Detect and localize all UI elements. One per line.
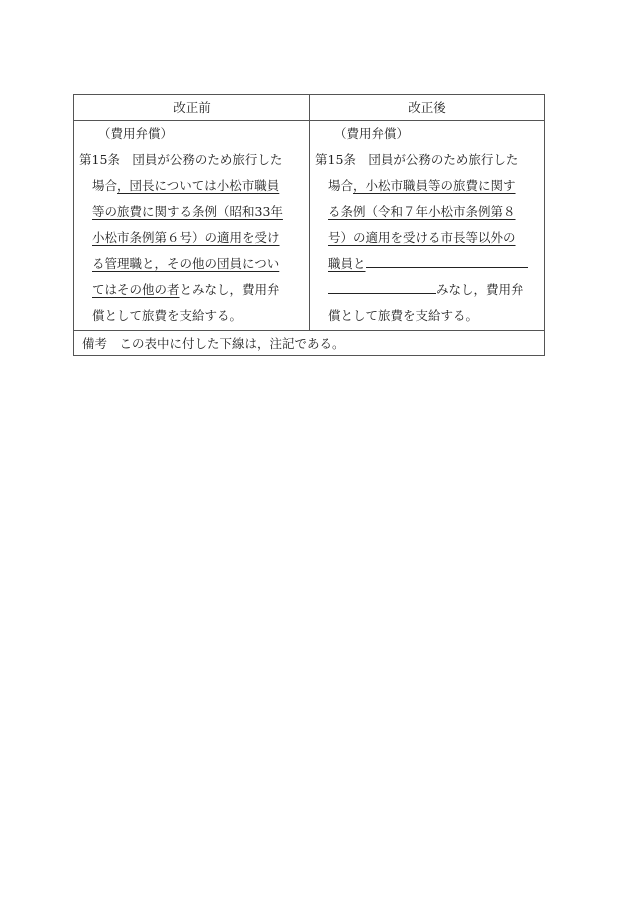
before-line-6-underlined: てはその他の者	[92, 282, 180, 297]
after-line-3: る条例（令和７年小松市条例第８	[328, 204, 516, 219]
after-line-5-underlined: 職員と	[328, 256, 366, 271]
before-line-2-plain: 場合	[92, 178, 118, 193]
note-row	[74, 330, 544, 355]
before-line-7: 償として旅費を支給する。	[92, 308, 243, 323]
before-line-2-underlined: ，団長については小松市職員	[117, 178, 280, 193]
header-after: 改正後	[408, 100, 446, 115]
before-line-5: る管理職と，その他の団員につい	[92, 256, 280, 271]
after-line-6-blank-underline	[328, 278, 436, 294]
before-line-6-plain: とみなし，費用弁	[179, 282, 280, 297]
after-line-2-underlined: ，小松市職員等の旅費に関す	[353, 178, 516, 193]
after-line-2-plain: 場合	[328, 178, 354, 193]
before-line-1: 第15条 団員が公務のため旅行した	[79, 152, 283, 167]
before-caption: （費用弁償）	[98, 126, 174, 141]
before-line-4: 小松市条例第６号）の適用を受け	[92, 230, 280, 245]
before-line-3: 等の旅費に関する条例（昭和33年	[92, 204, 283, 219]
after-line-5	[328, 251, 528, 277]
after-line-6	[328, 277, 524, 303]
after-line-7: 償として旅費を支給する。	[328, 308, 479, 323]
after-column	[310, 121, 544, 330]
after-line-4: 号）の適用を受ける市長等以外の	[328, 230, 516, 245]
before-line-6	[92, 277, 280, 303]
note-text: 備考 この表中に付した下線は，注記である。	[82, 336, 345, 351]
before-line-2	[92, 173, 279, 199]
after-line-1: 第15条 団員が公務のため旅行した	[315, 152, 519, 167]
after-caption: （費用弁償）	[334, 126, 410, 141]
header-before: 改正前	[173, 100, 211, 115]
after-line-2	[328, 173, 516, 199]
after-line-6-plain: みなし，費用弁	[436, 282, 524, 297]
comparison-table	[73, 94, 545, 356]
before-column	[74, 121, 309, 330]
after-line-5-blank-underline	[366, 252, 528, 268]
